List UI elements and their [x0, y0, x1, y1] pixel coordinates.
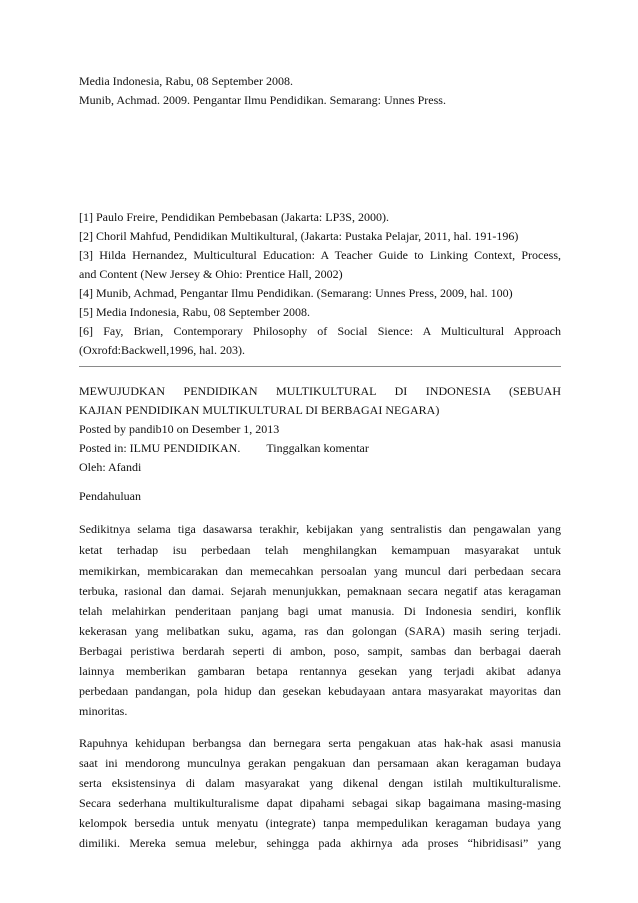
comment-link[interactable]: Tinggalkan komentar [266, 441, 369, 455]
paragraph-line: kelompok bersedia untuk menyatu (integrate) tanpa mempedulikan keragaman budaya yang [79, 816, 561, 830]
post-title: MEWUJUDKAN PENDIDIKAN MULTIKULTURAL DI INDONESIA (SEBUAH [79, 384, 561, 398]
post-meta-author: Posted by pandib10 on Desember 1, 2013 [79, 422, 280, 436]
category-label: Posted in: ILMU PENDIDIKAN. [79, 441, 241, 455]
footnote-line: [1] Paulo Freire, Pendidikan Pembebasan (Jakarta: LP3S, 2000). [79, 210, 389, 224]
paragraph-line: saat ini mendorong munculnya gerakan pengakuan dan persamaan akan keragaman budaya [79, 756, 561, 770]
paragraph-line: serta eksistensinya di dalam masyarakat yang dikenal dengan istilah multikulturalisme. [79, 776, 561, 790]
paragraph-line: perbedaan pandangan, pola hidup dan gesekan kebudayaan antara masyarakat mayoritas dan [79, 684, 561, 698]
paragraph-line: minoritas. [79, 704, 128, 718]
paragraph-line: ketat terhadap isu perbedaan telah menghilangkan kemampuan masyarakat untuk [79, 543, 561, 557]
paragraph-line: lainnya memberikan gambaran betapa rentannya gesekan yang terjadi akibat adanya [79, 664, 561, 678]
footnote-line: [5] Media Indonesia, Rabu, 08 September 2008. [79, 305, 310, 319]
footnote-line: [6] Fay, Brian, Contemporary Philosophy of Social Sience: A Multicultural Approach [79, 324, 561, 338]
reference-line: Media Indonesia, Rabu, 08 September 2008. [79, 74, 293, 88]
footnote-line: [4] Munib, Achmad, Pengantar Ilmu Pendidikan. (Semarang: Unnes Press, 2009, hal. 100) [79, 286, 513, 300]
paragraph-line: kekerasan yang melibatkan suku, agama, ras dan golongan (SARA) masih sering terjadi. [79, 624, 561, 638]
paragraph-line: Sedikitnya selama tiga dasawarsa terakhir, kebijakan yang sentralistis dan pengawalan yang [79, 522, 561, 536]
horizontal-divider [79, 366, 561, 367]
paragraph-line: terbuka, rasional dan damai. Sejarah menunjukkan, pemaknaan secara negatif atas keragaman [79, 584, 561, 598]
reference-line: Munib, Achmad. 2009. Pengantar Ilmu Pendidikan. Semarang: Unnes Press. [79, 93, 446, 107]
post-title: KAJIAN PENDIDIKAN MULTIKULTURAL DI BERBAGAI NEGARA) [79, 403, 440, 417]
paragraph-line: Berbagai peristiwa berdarah seperti di ambon, poso, sampit, sambas dan berbagai daerah [79, 644, 561, 658]
footnote-line: [2] Choril Mahfud, Pendidikan Multikultural, (Jakarta: Pustaka Pelajar, 2011, hal. 191-196) [79, 229, 519, 243]
paragraph-line: Rapuhnya kehidupan berbangsa dan bernegara serta pengakuan atas hak-hak asasi manusia [79, 736, 561, 750]
footnote-line: (Oxrofd:Backwell,1996, hal. 203). [79, 343, 245, 357]
author-line: Oleh: Afandi [79, 460, 142, 474]
paragraph-line: memikirkan, membicarakan dan memecahkan persoalan yang muncul dari perbedaan secara [79, 564, 561, 578]
paragraph-line: Secara sederhana multikulturalisme dapat dipahami sebagai sikap bagaimana masing-masing [79, 796, 561, 810]
footnote-line: and Content (New Jersey & Ohio: Prentice Hall, 2002) [79, 267, 343, 281]
post-meta-category [79, 439, 561, 458]
paragraph-line: dimiliki. Mereka semua melebur, sehingga pada akhirnya ada proses “hibridisasi” yang [79, 836, 561, 850]
footnote-line: [3] Hilda Hernandez, Multicultural Education: A Teacher Guide to Linking Context, Process, [79, 248, 561, 262]
paragraph-line: telah melahirkan penderitaan panjang bagi umat manusia. Di Indonesia sendiri, konflik [79, 604, 561, 618]
section-heading: Pendahuluan [79, 489, 141, 503]
